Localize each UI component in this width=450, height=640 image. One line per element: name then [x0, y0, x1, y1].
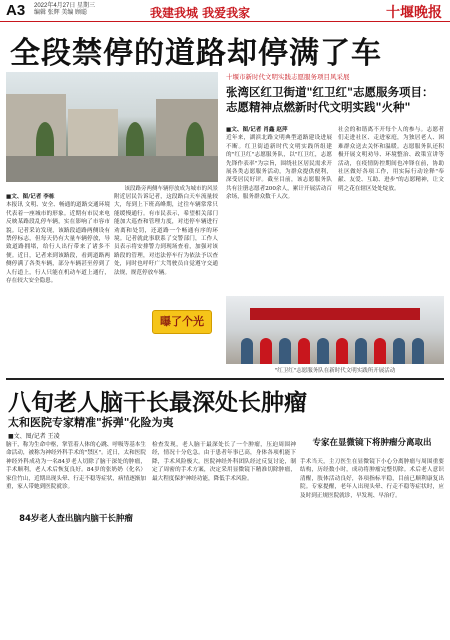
story3-byline: ■文、图/记者 王凌 — [8, 433, 60, 440]
volunteer-photo-caption: "红卫红"志愿服务队在新时代文明实践所开展活动 — [274, 368, 396, 374]
story2-body-2: 社会的和谐离不开每个人的参与。志愿者们走进社区、走进家庭，为独居老人、困难群众送去关怀和温暖。志愿服务队还积极开展文明劝导、环境整治、政策宣讲等活动，在疫情防控期间也冲锋在前，协助社区做好各项工作，用实际行动诠释"奉献、友爱、互助、进步"的志愿精神，让文明之花在辖区处处绽放。 — [338, 127, 444, 192]
story3-subheadline: 太和医院专家精准"拆弹"化险为夷 — [8, 416, 174, 429]
story2-column-2 — [338, 126, 444, 294]
story1-body-1: 本报讯 文明、安全、畅通的道路交通环境代表着一座城市的形象。近期有市民来电反映某路段乱停车辆，实在影响了市容市貌。记者采访发现，该路段道路两侧设有禁停标志，但每天仍有大量车辆停放，导致道路拥堵，给行人出行带来了诸多不便。近日，记者来到该路段，看到道路两侧停满了各类车辆，部分车辆甚至停到了人行道上，行人只能在机动车道上通行，存在较大安全隐患。 — [6, 202, 110, 285]
date-editor-line — [34, 3, 95, 17]
story1-column-2 — [114, 193, 218, 306]
story2-column-1 — [226, 126, 332, 294]
story2-subhead-2: 志愿精神点燃新时代文明实践"火种" — [226, 100, 411, 114]
story2-kicker: 十堰市新时代文明实践志愿服务项目风采展 — [226, 73, 350, 81]
story3-body-2: 检查发现，老人脑干最深处长了一个肿瘤，压迫周围神经，情况十分危急。由于患者年事已高，身体各项机能下降，手术风险极大。医院神经外科团队经过反复讨论，制定了周密的手术方案，决定采用显微镜下精准切除肿瘤，最大程度保护神经功能，降低手术风险。 — [152, 442, 296, 482]
main-headline: 全段禁停的道路却停满了车 — [10, 36, 382, 71]
story2-byline: ■文、图/记者 肖鑫 赵萍 — [226, 127, 288, 133]
story1-column-1 — [6, 193, 110, 375]
volunteer-photo — [226, 296, 444, 364]
page-number: A3 — [6, 2, 26, 19]
photo-caption: 该段路旁两侧车辆停放成为城市的风景 — [124, 186, 218, 192]
story3-column-1 — [6, 441, 146, 509]
story3-section-title-1: 84岁老人查出脑内脑干长肿瘤 — [19, 514, 133, 524]
expose-badge: 曝了个光 — [152, 310, 212, 334]
editor-line: 编辑 张辉 美编 顾聪 — [34, 10, 88, 16]
story1-byline: ■文、图/记者 李栋 — [6, 194, 55, 200]
story2-body-1: 近年来，湖滨北路文明典型道路建设进展不断。红卫街道新时代文明实践所组建的"红卫红"志愿服务队，以"红卫红，志愿先锋作表率"为宗旨，围绕社区居民需求开展各类志愿服务活动，为群众提供便利，深受居民好评。截至目前，该志愿服务队共有注册志愿者200余人，累计开展活动百余场，服务群众数千人次。 — [226, 135, 332, 201]
story3-column-2 — [152, 441, 296, 637]
page-header — [0, 0, 450, 22]
story3-section-title-2: 专家在显微镜下将肿瘤分离取出 — [312, 438, 432, 448]
date-line: 2022年4月27日 星期三 — [34, 3, 96, 9]
story2-header — [226, 72, 444, 115]
section-title: 我建我城 我爱我家 — [150, 6, 251, 20]
story3-body-3: 手术当天，主刀医生在显微镜下小心分离肿瘤与周围重要结构，历经数小时，成功将肿瘤完整切除。术后老人意识清醒，肢体活动良好，各项指标平稳，目前已顺利康复出院。专家提醒，老年人出现头晕、行走不稳等症状时，应及时到正规医院就诊，早发现、早治疗。 — [300, 459, 444, 499]
section-divider — [6, 378, 444, 380]
story3-column-3 — [300, 458, 444, 637]
story3-body-1: 脑干，称为生命中枢，掌管着人体的心跳、呼吸等基本生命活动，被称为神经外科手术的"禁区"。近日，太和医院神经外科成功为一名84岁老人切除了脑干深处的肿瘤，手术顺利，老人术后恢复良好。84岁的张奶奶（化名）家住竹山，近期出现头晕、行走不稳等症状，病情逐渐加重，家人带她到医院就诊。 — [6, 442, 146, 491]
street-parking-photo — [6, 72, 218, 182]
story1-body-2: 附近居民告诉记者，这段路白天车流量较大，每到上下班高峰期，过往车辆常常只能缓慢通行。有市民表示，希望相关部门能加大巡查和管理力度，对违停车辆进行劝离和处罚，还道路一个畅通有序的环境。记者就此事联系了交警部门，工作人员表示将安排警力到现场查看，加强对该路段的管理，对违法停车行为依法予以查处，同时也呼吁广大驾驶员自觉遵守交通法规，规范停放车辆。 — [114, 194, 218, 276]
story3-headline: 八旬老人脑干长最深处长肿瘤 — [8, 390, 307, 416]
story2-subhead-1: 张湾区红卫街道"红卫红"志愿服务项目： — [226, 85, 434, 99]
newspaper-logo: 十堰晚报 — [386, 5, 442, 21]
